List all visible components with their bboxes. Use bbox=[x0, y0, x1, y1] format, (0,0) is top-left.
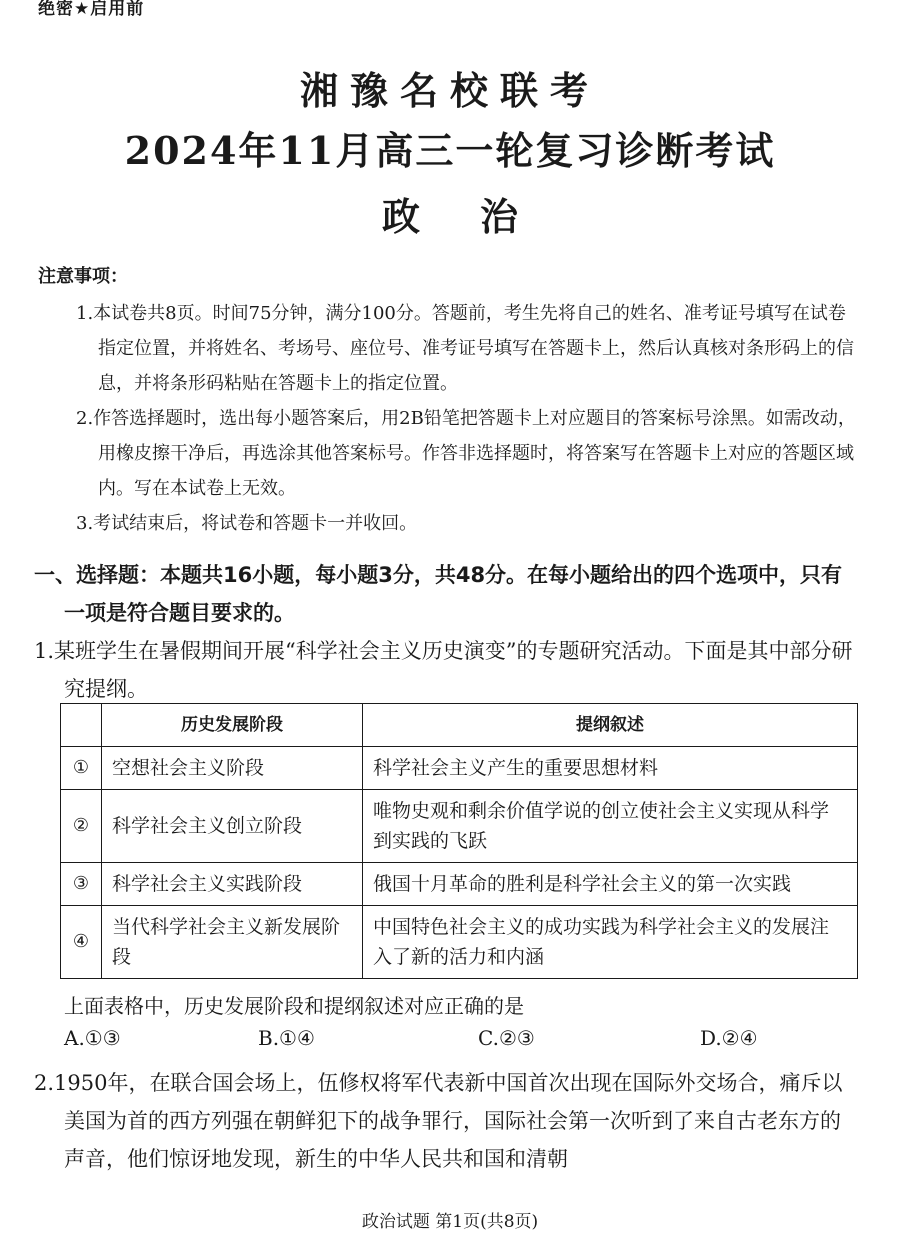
exam-title-line1: 湘豫名校联考 bbox=[299, 69, 600, 113]
option-c: C.②③ bbox=[478, 1026, 535, 1050]
question-2-stem: 2.1950年，在联合国会场上，伍修权将军代表新中国首次出现在国际外交场合，痛斥以美国为首的西方列强在朝鲜犯下的战争罪行，国际社会第一次听到了来自古老东方的声音，他们惊讶地发现，新生的中华人民共和国和清朝 bbox=[34, 1071, 843, 1171]
notice-list bbox=[76, 296, 856, 541]
exam-title-line2: 2024年11月高三一轮复习诊断考试 bbox=[124, 128, 776, 173]
table-row bbox=[61, 863, 858, 906]
research-outline-table bbox=[60, 703, 858, 979]
table-header-num bbox=[61, 704, 102, 747]
option-a: A.①③ bbox=[64, 1026, 121, 1050]
row-desc: 科学社会主义产生的重要思想材料 bbox=[363, 747, 858, 790]
option-b: B.①④ bbox=[258, 1026, 315, 1050]
table-row bbox=[61, 747, 858, 790]
exam-subject: 政治 bbox=[381, 195, 578, 239]
table-header-desc: 提纲叙述 bbox=[363, 704, 858, 747]
secret-label: 绝密★启用前 bbox=[38, 0, 145, 19]
row-stage: 科学社会主义创立阶段 bbox=[102, 790, 363, 863]
question-1-options bbox=[64, 1026, 856, 1050]
row-stage: 科学社会主义实践阶段 bbox=[102, 863, 363, 906]
section-heading: 一、选择题：本题共16小题，每小题3分，共48分。在每小题给出的四个选项中，只有一项是符合题目要求的。 bbox=[34, 563, 843, 625]
notice-heading: 注意事项： bbox=[38, 266, 128, 287]
row-num: ③ bbox=[61, 863, 102, 906]
row-desc: 中国特色社会主义的成功实践为科学社会主义的发展注入了新的活力和内涵 bbox=[363, 906, 858, 979]
row-desc: 唯物史观和剩余价值学说的创立使社会主义实现从科学到实践的飞跃 bbox=[363, 790, 858, 863]
row-desc: 俄国十月革命的胜利是科学社会主义的第一次实践 bbox=[363, 863, 858, 906]
notice-item-3: 3.考试结束后，将试卷和答题卡一并收回。 bbox=[76, 513, 418, 534]
table-header-row bbox=[61, 704, 858, 747]
notice-item-2: 2.作答选择题时，选出每小题答案后，用2B铅笔把答题卡上对应题目的答案标号涂黑。如需改动，用橡皮擦干净后，再选涂其他答案标号。作答非选择题时，将答案写在答题卡上对应的答题区域内。写在本试卷上无效。 bbox=[76, 408, 856, 499]
row-num: ② bbox=[61, 790, 102, 863]
row-num: ① bbox=[61, 747, 102, 790]
row-num: ④ bbox=[61, 906, 102, 979]
row-stage: 空想社会主义阶段 bbox=[102, 747, 363, 790]
table-row bbox=[61, 906, 858, 979]
question-1-stem: 1.某班学生在暑假期间开展“科学社会主义历史演变”的专题研究活动。下面是其中部分研究提纲。 bbox=[34, 639, 853, 701]
option-d: D.②④ bbox=[700, 1026, 758, 1050]
table-header-stage: 历史发展阶段 bbox=[102, 704, 363, 747]
row-stage: 当代科学社会主义新发展阶段 bbox=[102, 906, 363, 979]
page-footer: 政治试题 第1页(共8页) bbox=[361, 1212, 539, 1232]
notice-item-1: 1.本试卷共8页。时间75分钟，满分100分。答题前，考生先将自己的姓名、准考证号填写在试卷指定位置，并将姓名、考场号、座位号、准考证号填写在答题卡上，然后认真核对条形码上的信息，并将条形码粘贴在答题卡上的指定位置。 bbox=[76, 303, 854, 394]
table-row bbox=[61, 790, 858, 863]
question-1-prompt: 上面表格中，历史发展阶段和提纲叙述对应正确的是 bbox=[64, 994, 524, 1018]
